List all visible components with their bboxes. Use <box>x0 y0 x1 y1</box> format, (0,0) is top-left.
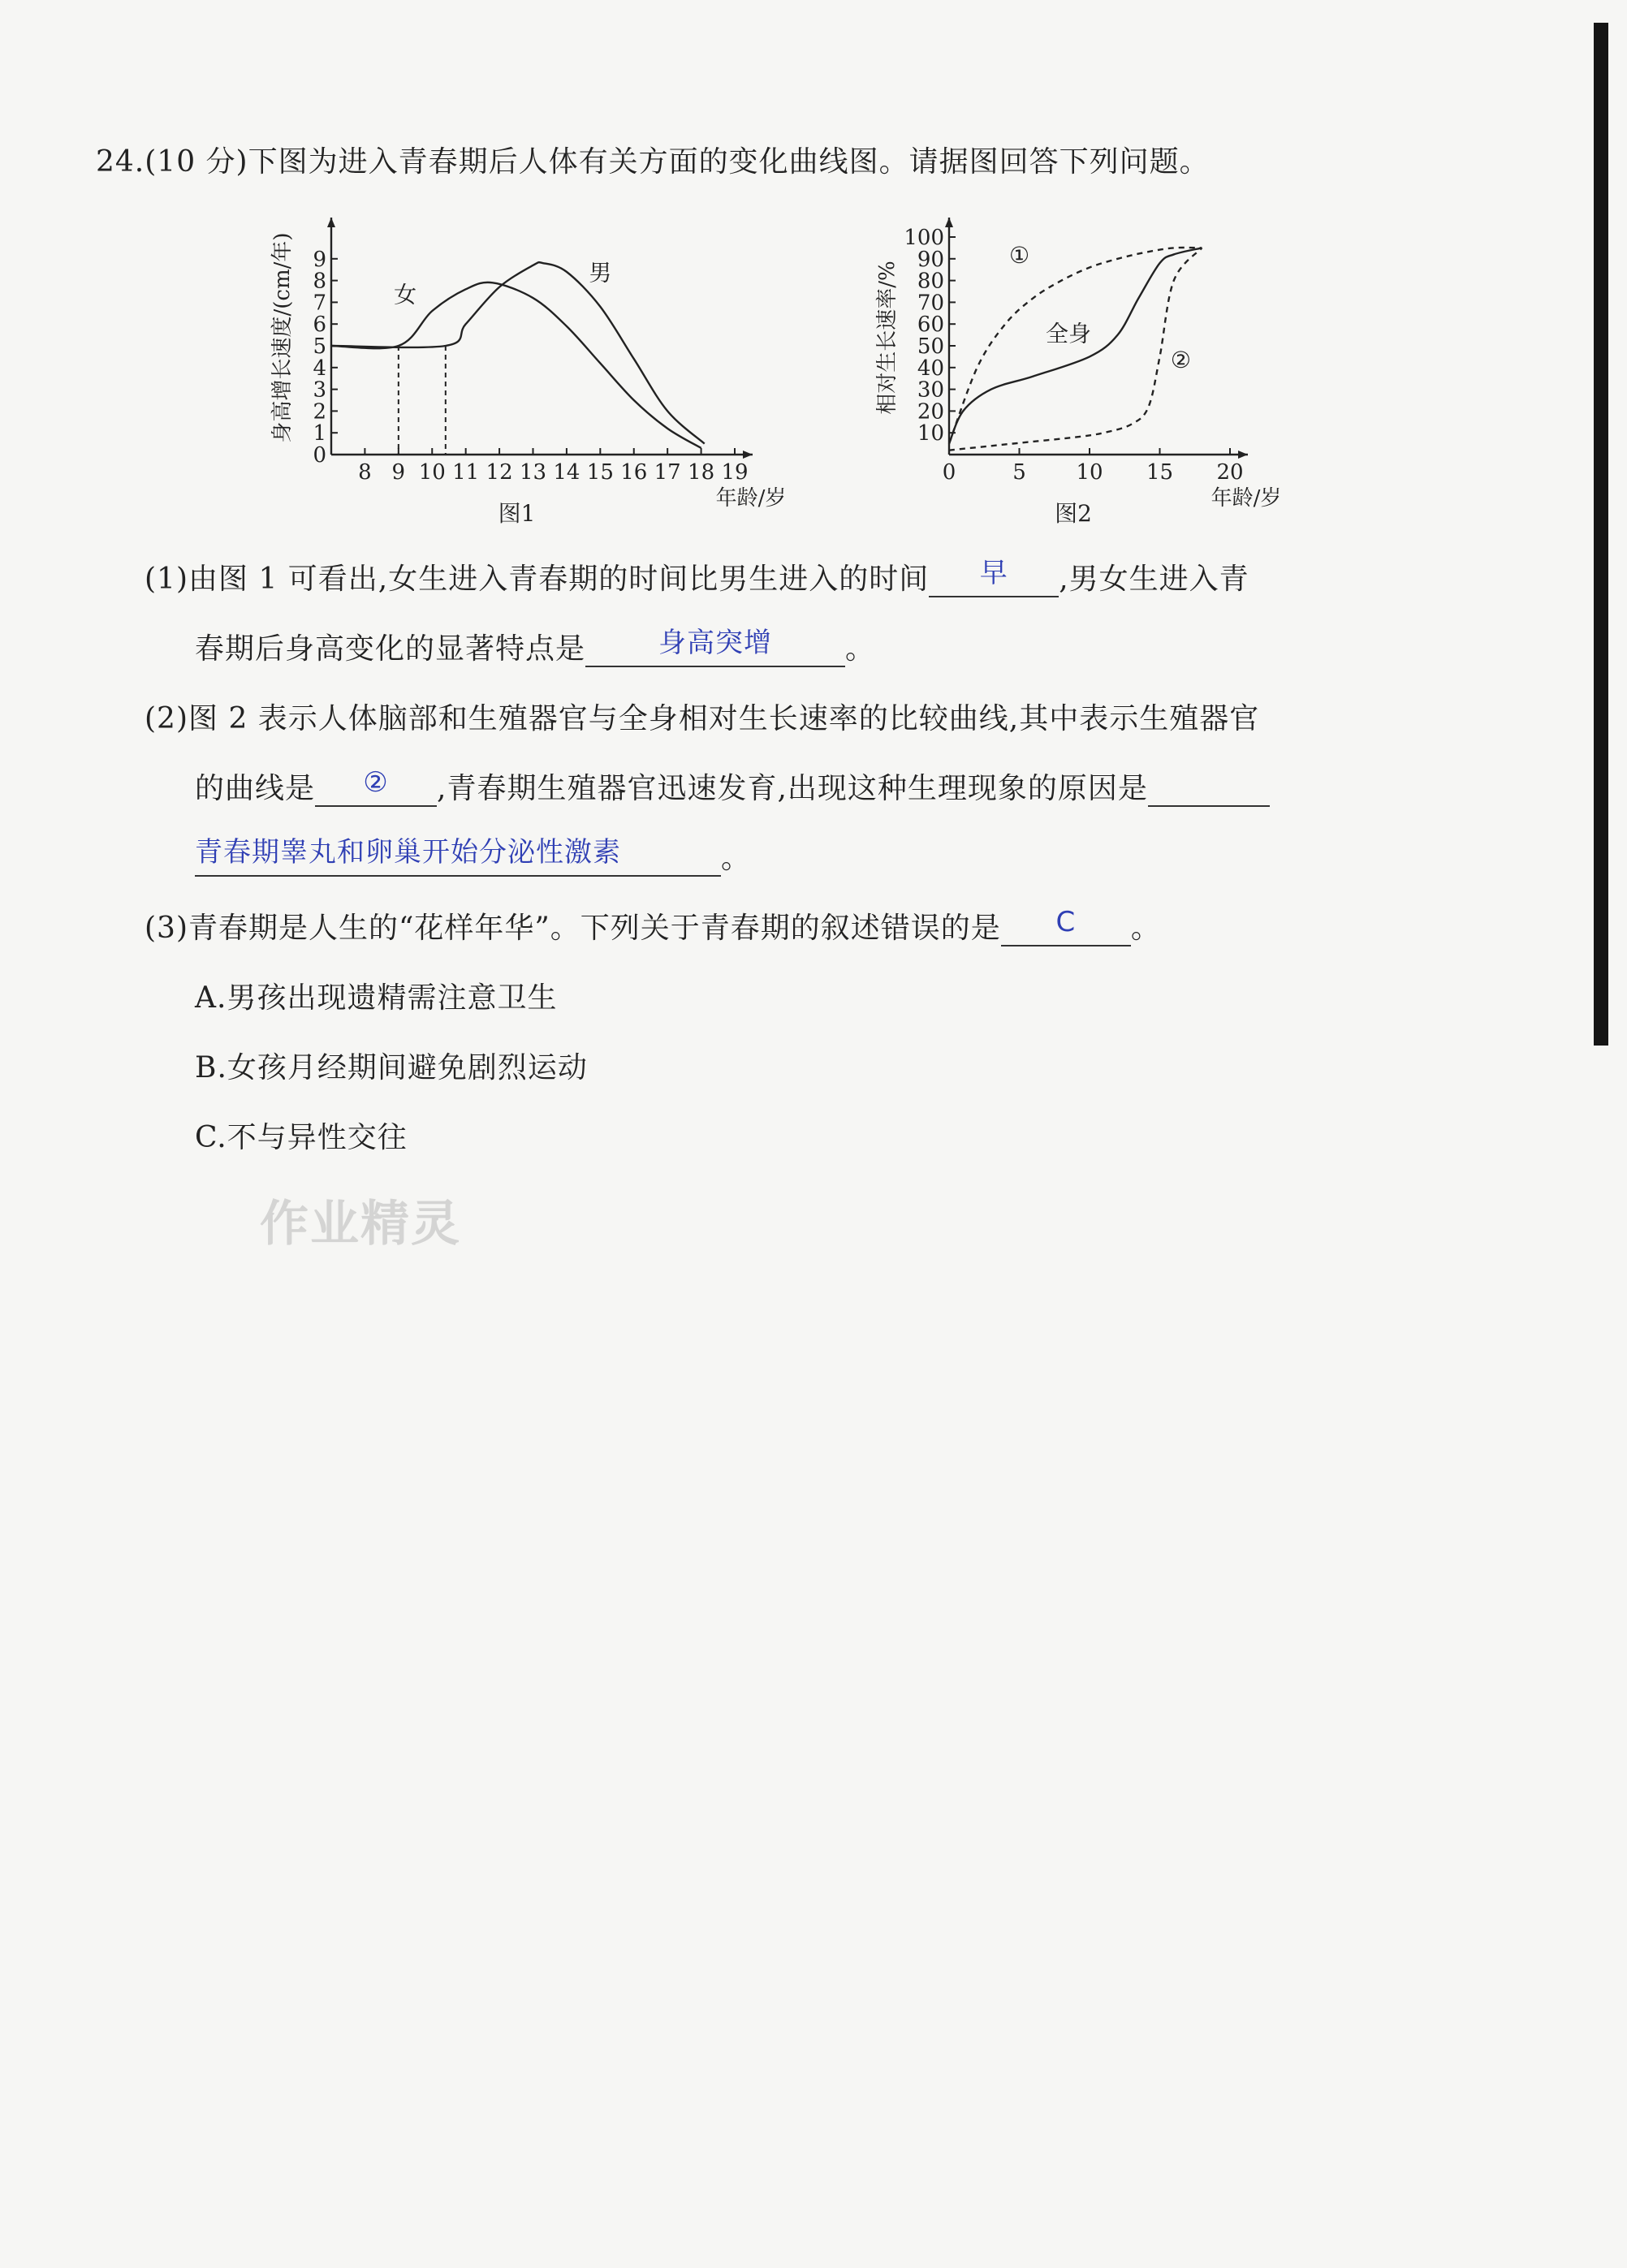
x-tick-label: 14 <box>553 460 580 485</box>
q3-blank <box>1001 906 1131 946</box>
q2-line-1: (2)图 2 表示人体脑部和生殖器官与全身相对生长速率的比较曲线,其中表示生殖器官 <box>145 702 1260 735</box>
q2-blank-2-start <box>1148 773 1270 807</box>
y-tick-label: 5 <box>313 334 326 359</box>
question-header: 24.(10 分)下图为进入青春期后人体有关方面的变化曲线图。请据图回答下列问题。 <box>96 145 1210 179</box>
curve-label: 全身 <box>1046 320 1092 347</box>
x-tick-label: 15 <box>1146 460 1174 485</box>
y-tick-label: 80 <box>917 269 944 294</box>
x-axis-arrow <box>743 451 753 459</box>
y-tick-label: 70 <box>917 291 944 316</box>
answer-q2-blank-2: 青春期睾丸和卵巢开始分泌性激素 <box>195 836 621 869</box>
figure-2-chart <box>873 213 1327 527</box>
x-tick-label: 5 <box>1012 460 1026 485</box>
y-tick-label: 20 <box>917 399 944 425</box>
x-axis-arrow <box>1238 451 1248 459</box>
y-tick-label: 4 <box>313 356 326 381</box>
y-tick-label: 9 <box>313 247 326 272</box>
y-axis-arrow <box>327 218 335 227</box>
option-b: B.女孩月经期间避免剧烈运动 <box>195 1051 588 1084</box>
y-tick-label: 30 <box>917 377 944 403</box>
chart-title: 图1 <box>498 500 536 527</box>
y-tick-label: 2 <box>313 399 326 425</box>
option-c: C.不与异性交往 <box>195 1121 408 1154</box>
y-tick-label: 7 <box>313 291 326 316</box>
answer-q3-blank: C <box>1055 906 1077 938</box>
x-tick-label: 13 <box>519 460 547 485</box>
figure-1-chart <box>268 213 788 527</box>
y-tick-label: 50 <box>917 334 944 359</box>
watermark: 作业精灵 <box>260 1196 461 1253</box>
y-axis-arrow <box>945 218 953 227</box>
y-tick-label: 60 <box>917 313 944 338</box>
x-tick-label: 16 <box>620 460 648 485</box>
q2-line-2: 的曲线是 ② ,青春期生殖器官迅速发育,出现这种生理现象的原因是 <box>195 771 1270 807</box>
x-tick-label: 0 <box>942 460 956 485</box>
y-axis-title: 身高增长速度/(cm/年) <box>270 232 295 443</box>
curve-label: ① <box>1008 242 1030 269</box>
curve-label: 男 <box>589 259 612 287</box>
y-tick-label: 6 <box>313 313 326 338</box>
series-line-1 <box>331 282 701 448</box>
q1-blank-1 <box>929 557 1059 597</box>
q2-blank-1 <box>315 766 437 807</box>
q1-line-2: 春期后身高变化的显著特点是 身高突增 。 <box>195 627 876 666</box>
y-tick-label: 3 <box>313 377 326 403</box>
y-tick-label: 100 <box>904 226 944 250</box>
y-tick-label: 1 <box>313 421 326 446</box>
chart-title: 图2 <box>1055 500 1092 527</box>
y-tick-label: 90 <box>917 247 944 272</box>
x-tick-label: 10 <box>418 460 446 485</box>
x-axis-title: 年龄/岁 <box>1211 486 1282 511</box>
curve-label: ② <box>1170 346 1192 373</box>
x-tick-label: 8 <box>358 460 372 485</box>
x-tick-label: 19 <box>721 460 749 485</box>
y-tick-label: 40 <box>917 356 944 381</box>
x-tick-label: 9 <box>391 460 406 485</box>
y-tick-label: 0 <box>313 443 326 468</box>
q1-blank-2 <box>585 627 845 667</box>
x-axis-title: 年龄/岁 <box>715 486 787 511</box>
y-tick-label: 8 <box>313 269 326 294</box>
q3-line-1: (3)青春期是人生的“花样年华”。下列关于青春期的叙述错误的是 C 。 <box>145 906 1161 945</box>
series-line-3 <box>949 248 1202 450</box>
answer-q1-blank-1: 早 <box>979 557 1008 589</box>
scan-edge-bar <box>1594 23 1608 1046</box>
x-tick-label: 10 <box>1076 460 1103 485</box>
x-tick-label: 15 <box>586 460 614 485</box>
q2-line-3: 青春期睾丸和卵巢开始分泌性激素 。 <box>195 836 752 875</box>
x-tick-label: 11 <box>452 460 480 485</box>
q2-blank-2 <box>195 836 721 877</box>
x-tick-label: 12 <box>486 460 513 485</box>
y-axis-title: 相对生长速率/% <box>875 261 900 415</box>
answer-q1-blank-2: 身高突增 <box>658 627 773 659</box>
y-tick-label: 10 <box>917 421 944 446</box>
x-tick-label: 17 <box>654 460 681 485</box>
x-tick-label: 20 <box>1216 460 1244 485</box>
x-tick-label: 18 <box>688 460 715 485</box>
option-a: A.男孩出现遗精需注意卫生 <box>195 981 558 1015</box>
q1-line-1: (1)由图 1 可看出,女生进入青春期的时间比男生进入的时间 早 ,男女生进入青 <box>145 557 1249 596</box>
answer-q2-blank-1: ② <box>363 766 389 799</box>
curve-label: 女 <box>394 281 417 308</box>
